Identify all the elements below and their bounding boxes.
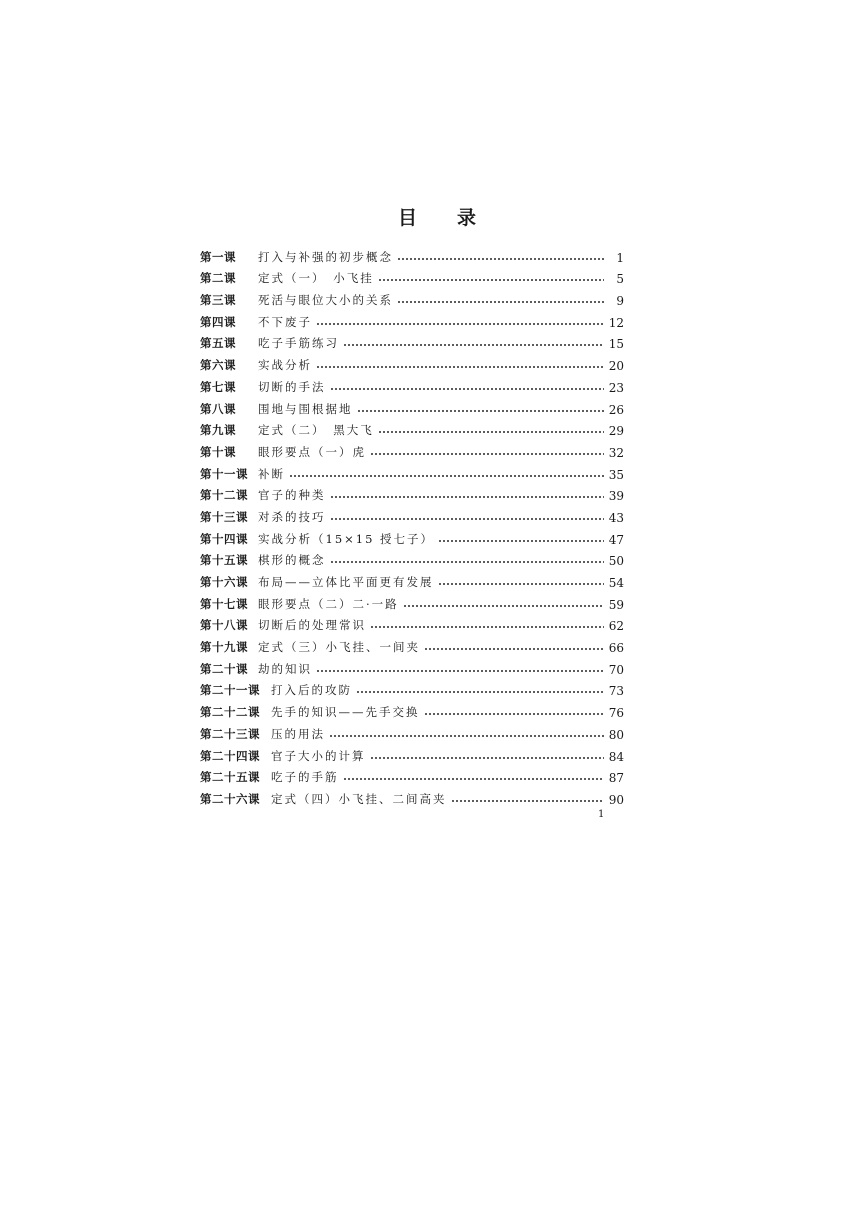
lesson-topic: 定式（三）小飞挂、一间夹 [258, 640, 420, 655]
toc-entry [200, 720, 624, 742]
lesson-number: 第二十一课 [200, 683, 260, 698]
dot-leader [316, 669, 604, 673]
lesson-number: 第九课 [200, 423, 236, 438]
lesson-number: 第二十二课 [200, 705, 260, 720]
lesson-topic: 布局——立体比平面更有发展 [258, 575, 434, 589]
page-number: 90 [608, 792, 624, 807]
toc-entry [200, 633, 624, 655]
lesson-number: 第二十课 [200, 661, 248, 676]
dot-leader [451, 799, 605, 803]
toc-entry [200, 677, 624, 699]
lesson-number: 第四课 [200, 314, 236, 329]
page-number: 23 [608, 380, 624, 395]
toc-entry [200, 785, 624, 807]
lesson-topic: 定式（一） 小飞挂 [258, 271, 374, 286]
lesson-number: 第十八课 [200, 618, 248, 633]
page-number: 54 [608, 576, 624, 590]
toc-entry [200, 547, 624, 569]
toc-entry [200, 417, 624, 439]
dot-leader [356, 690, 604, 694]
lesson-topic: 眼形要点（二）二·一路 [258, 596, 399, 611]
toc-entry [200, 503, 624, 525]
table-of-contents [200, 243, 624, 807]
lesson-number: 第十一课 [200, 466, 248, 481]
page-number: 62 [608, 619, 624, 634]
toc-entry [200, 330, 624, 352]
page-number: 15 [608, 337, 624, 352]
dot-leader [403, 604, 604, 608]
toc-entry [200, 525, 624, 547]
page-number: 47 [608, 532, 624, 547]
lesson-number: 第五课 [200, 336, 236, 351]
lesson-number: 第六课 [200, 358, 236, 373]
dot-leader [438, 582, 605, 586]
page-number: 1 [616, 250, 624, 265]
toc-entry [200, 308, 624, 330]
lesson-topic: 围地与围根据地 [258, 401, 353, 416]
toc-title-char-2: 录 [457, 207, 477, 229]
lesson-topic: 压的用法 [271, 726, 325, 741]
dot-leader [397, 300, 604, 304]
toc-entry [200, 438, 624, 460]
page-number: 9 [616, 294, 624, 309]
lesson-number: 第七课 [200, 379, 236, 394]
dot-leader [370, 452, 604, 456]
page-number: 84 [608, 749, 624, 764]
page-number: 87 [608, 771, 624, 786]
lesson-number: 第三课 [200, 293, 236, 308]
page-number: 76 [608, 706, 624, 721]
dot-leader [357, 409, 605, 413]
page-number: 50 [608, 554, 624, 569]
dot-leader [329, 734, 604, 738]
dot-leader [330, 560, 605, 564]
dot-leader [343, 343, 604, 347]
lesson-topic: 打入与补强的初步概念 [258, 249, 393, 264]
dot-leader [289, 474, 604, 478]
lesson-topic: 吃子手筋练习 [258, 336, 339, 351]
lesson-number: 第十三课 [200, 509, 248, 524]
toc-entry [200, 568, 624, 590]
page-folio: 1 [598, 809, 605, 820]
lesson-number: 第十五课 [200, 553, 248, 568]
page-number: 73 [608, 684, 624, 699]
page-number: 39 [608, 489, 624, 504]
page-number: 5 [616, 272, 624, 287]
lesson-number: 第十二课 [200, 488, 248, 503]
toc-title-char-1: 目 [397, 207, 417, 229]
toc-entry [200, 351, 624, 373]
lesson-number: 第二十三课 [200, 726, 260, 741]
dot-leader [424, 647, 604, 651]
lesson-topic: 实战分析（15×15 授七子） [258, 531, 435, 546]
lesson-topic: 眼形要点（一）虎 [258, 444, 366, 459]
lesson-topic: 棋形的概念 [258, 553, 326, 568]
toc-entry [200, 655, 624, 677]
page-number: 70 [608, 662, 624, 677]
dot-leader [316, 322, 604, 326]
page-number: 29 [608, 424, 624, 439]
dot-leader [330, 387, 605, 391]
page-number: 12 [608, 315, 624, 330]
dot-leader [378, 430, 604, 434]
toc-entry [200, 742, 624, 764]
lesson-topic: 切断后的处理常识 [258, 618, 366, 633]
toc-entry [200, 460, 624, 482]
page-number: 80 [608, 727, 624, 742]
dot-leader [330, 517, 605, 521]
dot-leader [343, 777, 605, 781]
lesson-number: 第十九课 [200, 640, 248, 655]
lesson-number: 第二十六课 [200, 791, 260, 806]
lesson-topic: 吃子的手筋 [271, 770, 339, 785]
page-number: 26 [608, 402, 624, 417]
dot-leader [438, 539, 604, 543]
lesson-number: 第八课 [200, 401, 236, 416]
lesson-number: 第十七课 [200, 596, 248, 611]
dot-leader [370, 625, 604, 629]
lesson-topic: 定式（二） 黑大飞 [258, 423, 374, 438]
page-number: 59 [608, 597, 624, 612]
lesson-number: 第二十五课 [200, 770, 260, 785]
lesson-number: 第十六课 [200, 575, 248, 589]
lesson-number: 第一课 [200, 249, 236, 264]
toc-title [0, 203, 868, 230]
toc-entry [200, 265, 624, 287]
lesson-topic: 补断 [258, 466, 285, 481]
page-number: 20 [608, 359, 624, 374]
dot-leader [370, 756, 605, 760]
dot-leader [330, 495, 605, 499]
dot-leader [397, 257, 604, 261]
dot-leader [378, 278, 604, 282]
toc-entry [200, 286, 624, 308]
lesson-topic: 死活与眼位大小的关系 [258, 293, 393, 308]
toc-entry [200, 243, 624, 265]
page-number: 32 [608, 445, 624, 460]
toc-entry [200, 764, 624, 786]
page-number: 43 [608, 510, 624, 525]
lesson-topic: 定式（四）小飞挂、二间高夹 [271, 791, 447, 806]
lesson-number: 第二十四课 [200, 748, 260, 763]
lesson-number: 第十四课 [200, 531, 248, 546]
lesson-topic: 对杀的技巧 [258, 509, 326, 524]
lesson-topic: 先手的知识——先手交换 [271, 705, 420, 720]
page-number: 35 [608, 467, 624, 482]
lesson-topic: 实战分析 [258, 358, 312, 373]
toc-entry [200, 612, 624, 634]
toc-entry [200, 590, 624, 612]
dot-leader [424, 712, 605, 716]
toc-entry [200, 482, 624, 504]
lesson-topic: 切断的手法 [258, 379, 326, 394]
lesson-topic: 不下废子 [258, 314, 312, 329]
lesson-topic: 官子的种类 [258, 488, 326, 503]
toc-entry [200, 395, 624, 417]
lesson-number: 第二课 [200, 271, 236, 286]
toc-entry [200, 698, 624, 720]
lesson-topic: 官子大小的计算 [271, 748, 366, 763]
lesson-topic: 打入后的攻防 [271, 683, 352, 698]
dot-leader [316, 365, 604, 369]
page-number: 66 [608, 641, 624, 656]
lesson-number: 第十课 [200, 444, 236, 459]
toc-entry [200, 373, 624, 395]
lesson-topic: 劫的知识 [258, 661, 312, 676]
